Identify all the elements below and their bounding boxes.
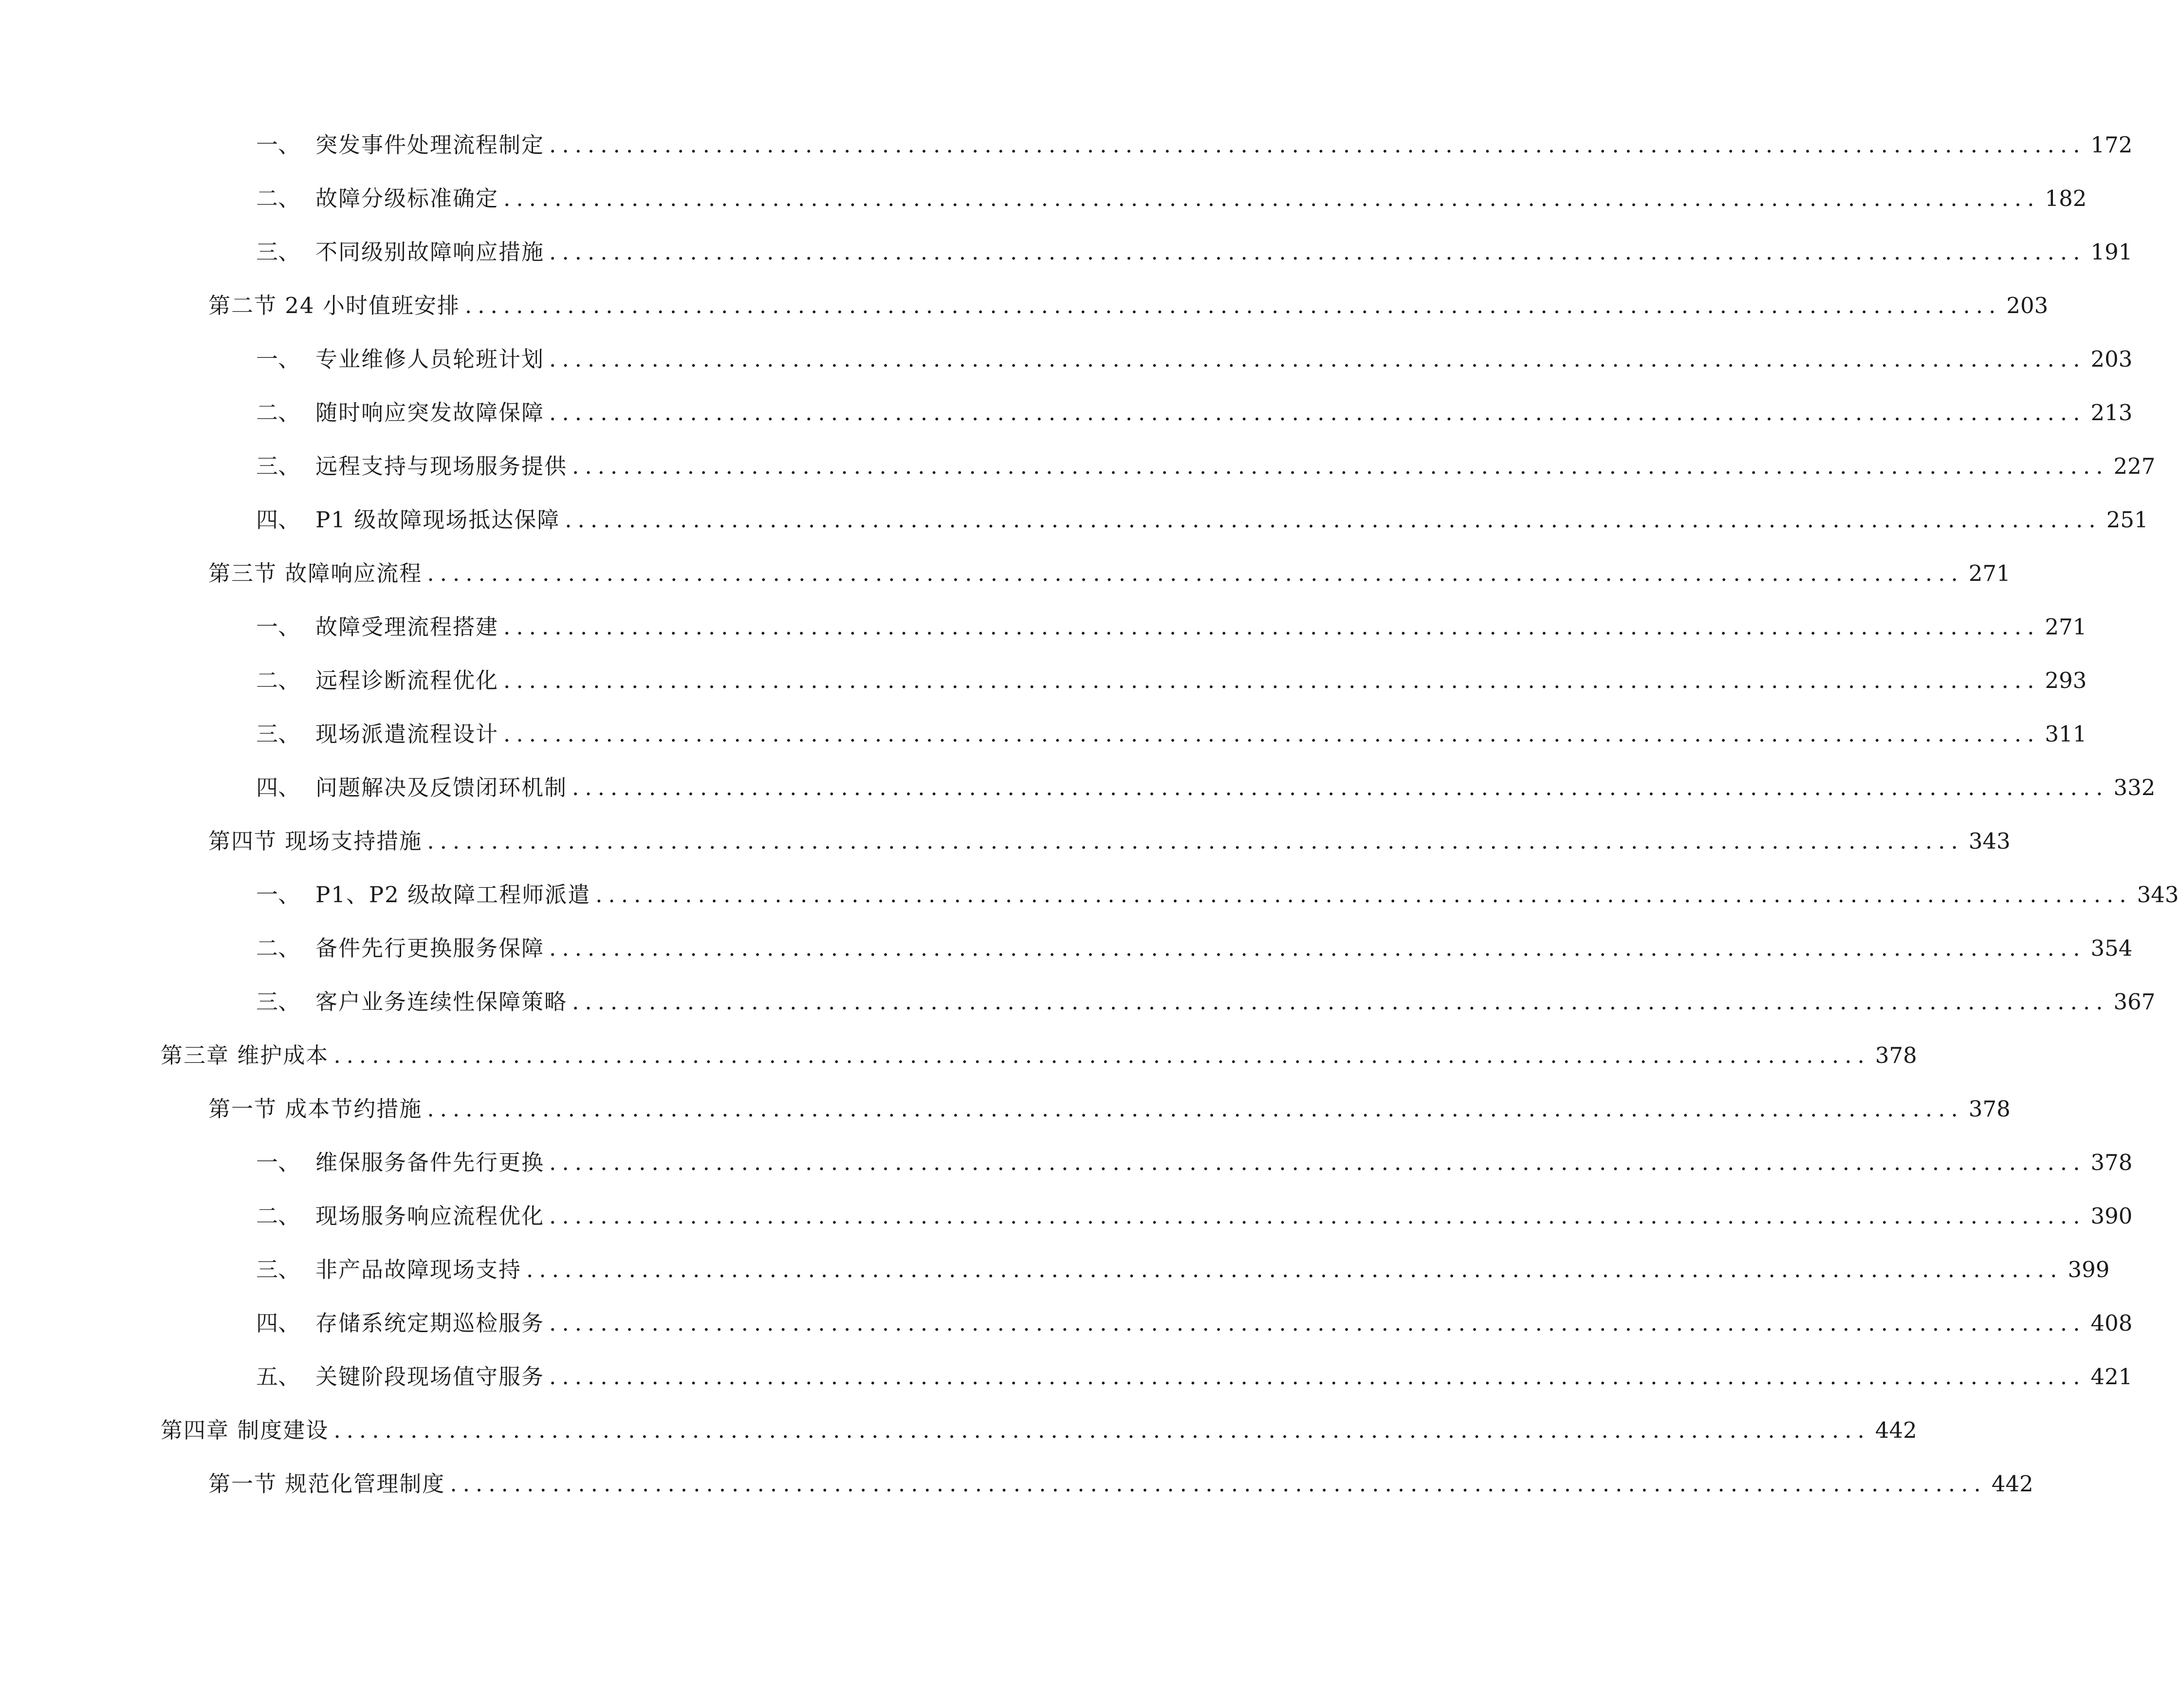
toc-entry-number: 四、 xyxy=(256,775,300,800)
toc-dot-leader: ........................................................................................................................ xyxy=(565,507,2102,533)
toc-entry-number: 五、 xyxy=(256,1364,300,1390)
toc-dot-leader: ........................................................................................................................ xyxy=(572,775,2109,800)
toc-entry-page: 203 xyxy=(2090,346,2133,372)
toc-dot-leader: ........................................................................................................................ xyxy=(464,293,2002,318)
toc-entry-page: 343 xyxy=(2137,882,2179,908)
toc-entry-number: 二、 xyxy=(256,400,300,426)
toc-entry[interactable] xyxy=(256,502,2148,538)
toc-entry[interactable] xyxy=(208,824,2011,859)
toc-entry[interactable] xyxy=(256,449,2156,484)
toc-entry[interactable] xyxy=(161,1413,1917,1448)
toc-entry-page: 354 xyxy=(2090,935,2133,961)
toc-entry-number: 三、 xyxy=(256,721,300,747)
toc-entry[interactable] xyxy=(256,984,2156,1020)
toc-entry-title: 远程支持与现场服务提供 xyxy=(315,453,568,479)
toc-entry[interactable] xyxy=(256,770,2156,805)
toc-entry-title: 第四节 现场支持措施 xyxy=(208,828,423,854)
toc-entry[interactable] xyxy=(256,235,2133,270)
toc-entry-page: 271 xyxy=(2045,614,2087,640)
toc-entry-number: 二、 xyxy=(256,186,300,211)
toc-entry-page: 442 xyxy=(1875,1417,1917,1443)
toc-entry-title: 现场派遣流程设计 xyxy=(315,721,499,747)
toc-dot-leader: ........................................................................................................................ xyxy=(503,614,2040,640)
toc-entry-page: 332 xyxy=(2113,775,2156,800)
toc-dot-leader: ........................................................................................................................ xyxy=(503,668,2040,693)
toc-dot-leader: ........................................................................................................................ xyxy=(549,935,2086,961)
toc-entry[interactable] xyxy=(208,1092,2011,1127)
toc-entry-page: 421 xyxy=(2090,1364,2133,1390)
toc-dot-leader: ........................................................................................................................ xyxy=(427,828,1964,854)
toc-dot-leader: ........................................................................................................................ xyxy=(549,239,2086,265)
toc-dot-leader: ........................................................................................................................ xyxy=(450,1471,1987,1497)
toc-dot-leader: ........................................................................................................................ xyxy=(526,1257,2063,1282)
toc-entry-page: 271 xyxy=(1968,560,2011,586)
toc-entry-page: 191 xyxy=(2090,239,2133,265)
toc-dot-leader: ........................................................................................................................ xyxy=(427,1096,1964,1122)
toc-entry-number: 一、 xyxy=(256,614,300,640)
toc-entry-page: 293 xyxy=(2045,668,2087,693)
toc-entry-page: 182 xyxy=(2045,186,2087,211)
toc-entry-title: 专业维修人员轮班计划 xyxy=(315,346,545,372)
toc-entry-title: 远程诊断流程优化 xyxy=(315,668,499,693)
toc-entry[interactable] xyxy=(256,1359,2133,1394)
toc-entry-page: 251 xyxy=(2106,507,2148,533)
toc-entry-title: 非产品故障现场支持 xyxy=(315,1257,522,1282)
toc-entry-page: 390 xyxy=(2090,1203,2133,1229)
toc-entry-title: 第二节 24 小时值班安排 xyxy=(208,293,460,318)
toc-entry[interactable] xyxy=(256,1199,2133,1234)
toc-entry[interactable] xyxy=(256,1306,2133,1341)
toc-entry[interactable] xyxy=(256,877,2179,912)
toc-entry-page: 203 xyxy=(2006,293,2049,318)
toc-entry-page: 378 xyxy=(2090,1150,2133,1175)
toc-entry-title: 故障分级标准确定 xyxy=(315,186,499,211)
toc-entry-number: 三、 xyxy=(256,239,300,265)
toc-entry[interactable] xyxy=(256,1145,2133,1180)
toc-entry[interactable] xyxy=(208,556,2011,591)
toc-entry-number: 三、 xyxy=(256,453,300,479)
toc-entry-title: 不同级别故障响应措施 xyxy=(315,239,545,265)
toc-entry-page: 378 xyxy=(1968,1096,2011,1122)
toc-entry[interactable] xyxy=(256,931,2133,966)
toc-entry[interactable] xyxy=(256,128,2133,163)
toc-entry-page: 213 xyxy=(2090,400,2133,426)
toc-entry-page: 442 xyxy=(1991,1471,2033,1497)
toc-entry-number: 一、 xyxy=(256,1150,300,1175)
toc-entry[interactable] xyxy=(256,717,2087,752)
toc-entry-number: 二、 xyxy=(256,935,300,961)
toc-entry[interactable] xyxy=(161,1038,1917,1073)
toc-entry-title: 第四章 制度建设 xyxy=(161,1417,329,1443)
toc-entry-title: 问题解决及反馈闭环机制 xyxy=(315,775,568,800)
toc-entry-title: 维保服务备件先行更换 xyxy=(315,1150,545,1175)
toc-dot-leader: ........................................................................................................................ xyxy=(503,721,2040,747)
toc-entry-title: 突发事件处理流程制定 xyxy=(315,132,545,158)
toc-entry-page: 172 xyxy=(2090,132,2133,158)
toc-entry-number: 二、 xyxy=(256,1203,300,1229)
toc-entry-number: 一、 xyxy=(256,132,300,158)
toc-entry-number: 三、 xyxy=(256,989,300,1015)
toc-dot-leader: ........................................................................................................................ xyxy=(549,1364,2086,1390)
toc-entry-title: 第三章 维护成本 xyxy=(161,1042,329,1068)
toc-dot-leader: ........................................................................................................................ xyxy=(572,989,2109,1015)
toc-entry[interactable] xyxy=(208,288,2049,323)
toc-entry-title: 备件先行更换服务保障 xyxy=(315,935,545,961)
toc-entry[interactable] xyxy=(256,342,2133,377)
toc-entry-title: 关键阶段现场值守服务 xyxy=(315,1364,545,1390)
toc-dot-leader: ........................................................................................................................ xyxy=(549,132,2086,158)
toc-entry-title: 故障受理流程搭建 xyxy=(315,614,499,640)
toc-dot-leader: ........................................................................................................................ xyxy=(549,1310,2086,1336)
toc-entry-page: 367 xyxy=(2113,989,2156,1015)
toc-entry-page: 227 xyxy=(2113,453,2156,479)
toc-entry-title: 第一节 规范化管理制度 xyxy=(208,1471,445,1497)
toc-entry-title: 随时响应突发故障保障 xyxy=(315,400,545,426)
toc-dot-leader: ........................................................................................................................ xyxy=(572,453,2109,479)
toc-entry-title: P1、P2 级故障工程师派遣 xyxy=(315,882,591,908)
toc-entry[interactable] xyxy=(256,1252,2110,1287)
toc-dot-leader: ........................................................................................................................ xyxy=(503,186,2040,211)
toc-dot-leader: ........................................................................................................................ xyxy=(333,1042,1870,1068)
toc-entry-page: 343 xyxy=(1968,828,2011,854)
toc-entry-title: 存储系统定期巡检服务 xyxy=(315,1310,545,1336)
toc-entry-title: 现场服务响应流程优化 xyxy=(315,1203,545,1229)
toc-dot-leader: ........................................................................................................................ xyxy=(549,1150,2086,1175)
toc-entry[interactable] xyxy=(256,395,2133,430)
toc-entry-title: 客户业务连续性保障策略 xyxy=(315,989,568,1015)
toc-entry-number: 二、 xyxy=(256,668,300,693)
toc-entry-page: 408 xyxy=(2090,1310,2133,1336)
toc-entry-number: 四、 xyxy=(256,507,300,533)
toc-entry-number: 一、 xyxy=(256,346,300,372)
toc-dot-leader: ........................................................................................................................ xyxy=(549,346,2086,372)
toc-entry-page: 378 xyxy=(1875,1042,1917,1068)
toc-entry-page: 399 xyxy=(2068,1257,2110,1282)
toc-entry[interactable] xyxy=(256,181,2087,216)
toc-entry-number: 一、 xyxy=(256,882,300,908)
toc-entry-page: 311 xyxy=(2045,721,2087,747)
toc-entry[interactable] xyxy=(256,610,2087,645)
toc-entry[interactable] xyxy=(208,1467,2033,1502)
toc-dot-leader: ........................................................................................................................ xyxy=(549,400,2086,426)
toc-entry-title: 第三节 故障响应流程 xyxy=(208,560,423,586)
toc-dot-leader: ........................................................................................................................ xyxy=(595,882,2132,908)
toc-entry-title: 第一节 成本节约措施 xyxy=(208,1096,423,1122)
toc-entry-title: P1 级故障现场抵达保障 xyxy=(315,507,560,533)
toc-entry-number: 四、 xyxy=(256,1310,300,1336)
toc-dot-leader: ........................................................................................................................ xyxy=(549,1203,2086,1229)
toc-entry[interactable] xyxy=(256,663,2087,698)
toc-dot-leader: ........................................................................................................................ xyxy=(333,1417,1870,1443)
toc-entry-number: 三、 xyxy=(256,1257,300,1282)
toc-dot-leader: ........................................................................................................................ xyxy=(427,560,1964,586)
